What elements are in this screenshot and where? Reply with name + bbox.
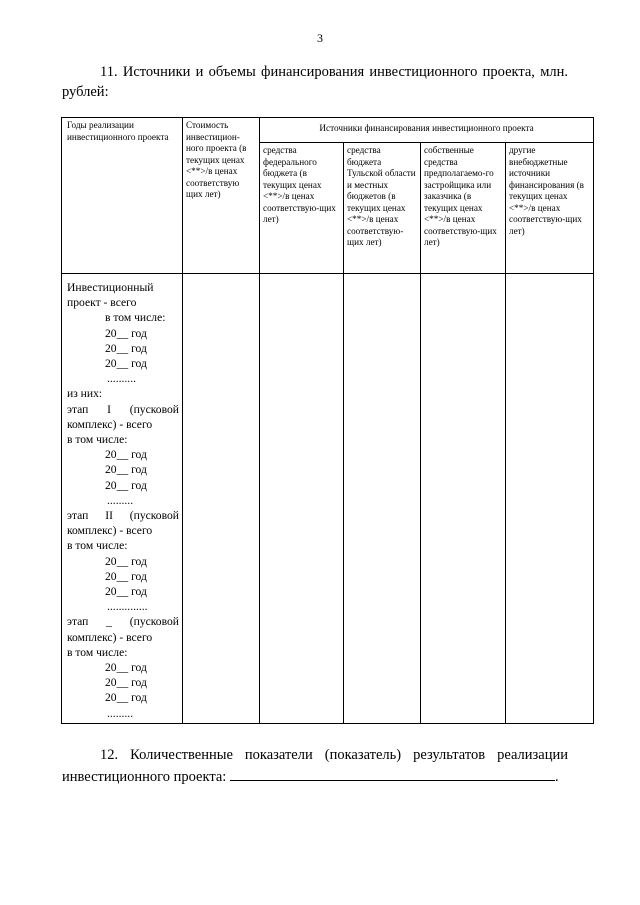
header-own-funds: собственные средства предполагаемо-го застройщика или заказчика (в текущих ценах <**>/в ценах соответствую-щих лет) [421, 143, 506, 274]
row-label: из них: [67, 387, 103, 401]
row-label: этап _ (пусковой [67, 615, 179, 629]
section-12-title: 12. Количественные показатели (показатель) результатов реализации инвестиционного проекта: [62, 747, 568, 785]
row-label: 20__ год [105, 585, 147, 599]
row-label: 20__ год [105, 569, 147, 583]
section-11-heading [62, 62, 568, 102]
row-label: 20__ год [105, 463, 147, 477]
row-label: этап II (пусковой [67, 509, 179, 523]
row-label: в том числе: [105, 311, 166, 325]
row-label: проект - всего [67, 296, 137, 310]
header-cost: Стоимость инвестицион-ного проекта (в текущих ценах <**>/в ценах соответствую щих лет) [183, 118, 260, 274]
cell-cost[interactable] [183, 274, 260, 724]
row-label: .............. [107, 600, 148, 614]
row-label: в том числе: [67, 645, 128, 659]
table-row [62, 274, 594, 724]
row-label: ......... [107, 493, 134, 507]
row-label: в том числе: [67, 433, 128, 447]
cell-regional[interactable] [344, 274, 421, 724]
row-label: 20__ год [105, 691, 147, 705]
row-label: 20__ год [105, 341, 147, 355]
row-label: комплекс) - всего [67, 417, 153, 431]
row-label: этап I (пусковой [67, 402, 179, 416]
section-12-heading [62, 745, 568, 788]
header-years: Годы реализации инвестиционного проекта [62, 118, 183, 274]
header-sources: Источники финансирования инвестиционного проекта [260, 118, 594, 143]
row-label: 20__ год [105, 676, 147, 690]
row-label: 20__ год [105, 357, 147, 371]
page-number: 3 [317, 31, 323, 45]
row-label: ......... [107, 706, 134, 720]
row-label: комплекс) - всего [67, 630, 153, 644]
section-11-title: 11. Источники и объемы финансирования инвестиционного проекта, млн. рублей: [62, 64, 568, 100]
row-label: комплекс) - всего [67, 524, 153, 538]
row-label: 20__ год [105, 554, 147, 568]
row-label: 20__ год [105, 478, 147, 492]
header-regional-budget: средства бюджета Тульской области и местных бюджетов (в текущих ценах <**>/в ценах соответствую-щих лет) [344, 143, 421, 274]
row-label: Инвестиционный [67, 281, 154, 294]
financing-table [61, 117, 594, 724]
cell-other[interactable] [506, 274, 594, 724]
indicator-blank-line[interactable] [230, 766, 555, 781]
header-other-sources: другие внебюджетные источники финансирования (в текущих ценах <**>/в ценах соответствую-щих лет) [506, 143, 594, 274]
row-label: 20__ год [105, 326, 147, 340]
cell-own[interactable] [421, 274, 506, 724]
cell-federal[interactable] [260, 274, 344, 724]
row-labels [62, 274, 183, 724]
row-label: .......... [107, 372, 136, 386]
section-12-end: . [554, 769, 559, 785]
header-federal-budget: средства федерального бюджета (в текущих ценах <**>/в ценах соответствую-щих лет) [260, 143, 344, 274]
row-label: 20__ год [105, 661, 147, 675]
row-label: в том числе: [67, 539, 128, 553]
row-label: 20__ год [105, 448, 147, 462]
